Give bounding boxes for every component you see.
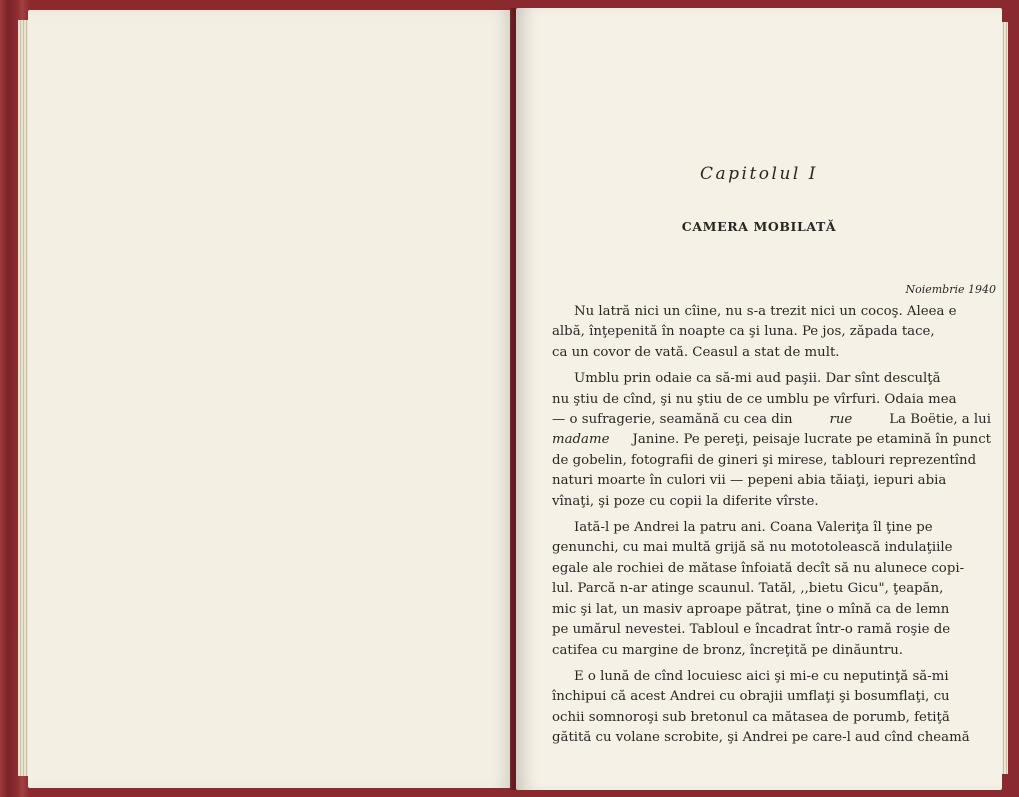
text-line: catifea cu margine de bronz, încreţită pe dinăuntru.	[552, 642, 904, 658]
text-line: ochii somnoroşi sub bretonul ca mătasea de porumb, fetiţă	[552, 709, 950, 725]
left-page	[28, 10, 512, 788]
text-line: naturi moarte în culori vii — pepeni abia tăiaţi, iepuri abia	[552, 473, 947, 489]
text-line: de gobelin, fotografii de gineri şi mirese, tablouri reprezentînd	[552, 452, 977, 468]
text-line	[552, 430, 991, 450]
text-line: ca un covor de vată. Ceasul a stat de mult.	[552, 344, 840, 360]
text-line: pe umărul nevestei. Tabloul e încadrat într-o ramă roşie de	[552, 622, 951, 638]
body-text	[552, 302, 991, 755]
text-line: vînaţi, şi poze cu copii la diferite vîrste.	[552, 493, 819, 509]
text-line: mic şi lat, un masiv aproape pătrat, ţine o mînă ca de lemn	[552, 601, 950, 617]
text-line: nu ştiu de cînd, şi nu ştiu de ce umblu pe vîrfuri. Odaia mea	[552, 391, 957, 407]
italic-word: rue	[829, 412, 853, 428]
text-line: Umblu prin odaie ca să-mi aud paşii. Dar sînt desculţă	[574, 371, 941, 387]
right-page	[516, 8, 1002, 790]
text-line: E o lună de cînd locuiesc aici şi mi-e cu neputinţă să-mi	[574, 668, 949, 684]
chapter-heading: Capitolul I	[700, 164, 818, 184]
text-line: lul. Parcă n-ar atinge scaunul. Tatăl, ,,bietu Gicu", ţeapăn,	[552, 581, 944, 597]
italic-word: madame	[552, 432, 610, 448]
text-line: egale ale rochiei de mătase înfoiată decît să nu alunece copi-	[552, 560, 965, 576]
paragraph	[552, 518, 991, 661]
text-segment: — o sufragerie, seamănă cu cea din	[552, 412, 793, 428]
text-line: albă, înţepenită în noapte ca şi luna. Pe jos, zăpada tace,	[552, 324, 935, 340]
date-line: Noiembrie 1940	[905, 283, 996, 296]
text-segment: Janine. Pe pereţi, peisaje lucrate pe etamină în punct	[632, 432, 991, 448]
text-line: Iată-l pe Andrei la patru ani. Coana Valeriţa îl ţine pe	[574, 520, 933, 536]
paragraph	[552, 302, 991, 363]
paragraph	[552, 667, 991, 749]
text-line	[552, 410, 991, 430]
text-line: genunchi, cu mai multă grijă să nu mototolească indulaţiile	[552, 540, 953, 556]
chapter-title: CAMERA MOBILATĂ	[681, 219, 837, 234]
text-line: Nu latră nici un cîine, nu s-a trezit nici un cocoş. Aleea e	[574, 304, 957, 319]
text-line: închipui că acest Andrei cu obrajii umflaţi şi bosumflaţi, cu	[552, 689, 950, 705]
text-line: gătită cu volane scrobite, şi Andrei pe care-l aud cînd cheamă	[552, 730, 970, 746]
paragraph	[552, 369, 991, 512]
text-segment: La Boëtie, a lui	[889, 412, 991, 428]
